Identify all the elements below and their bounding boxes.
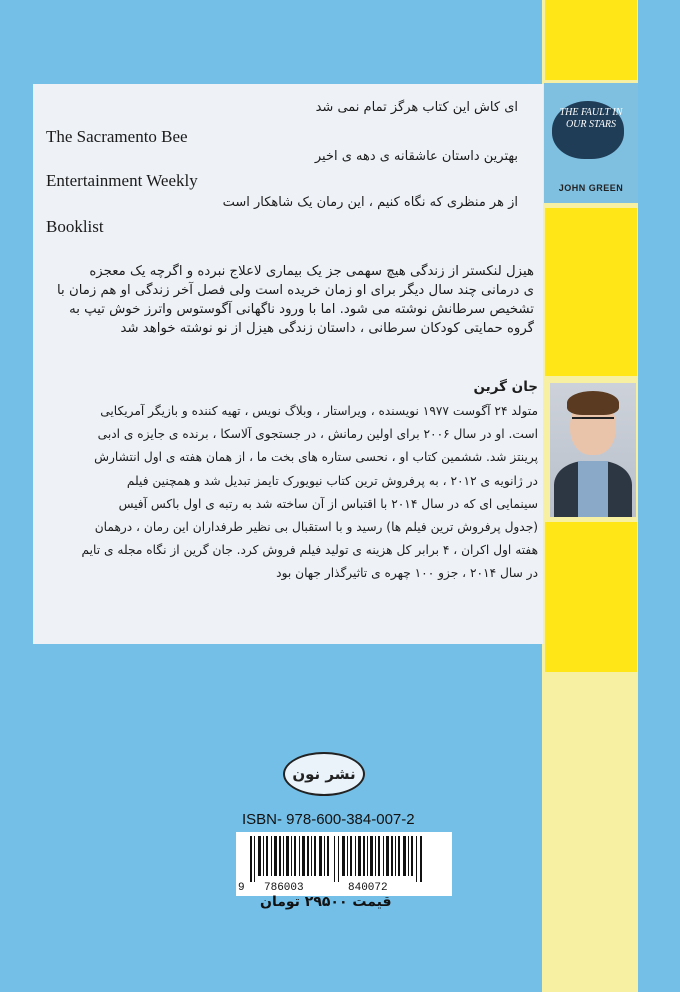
author-photo [550,383,636,517]
praise-source-2: Entertainment Weekly [46,171,198,190]
barcode [236,832,452,896]
praise-quote-1: ای کاش این کتاب هرگز تمام نمی شد [315,100,518,115]
synopsis-line: تشخیص سرطانش نوشته می شود. اما با ورود ناگهانی آگوستوس واترز خوش تیپ به [69,302,534,317]
price-label: قیمت ۲۹۵۰۰ تومان [260,894,392,910]
author-collar [578,461,608,517]
author-bio [40,400,538,586]
author-bio-line: است. او در سال ۲۰۰۶ برای اولین رمانش ، در جستجوی آلاسکا ، برنده ی جایزه ی ادبی [97,427,538,442]
author-hair [567,391,619,415]
synopsis [44,262,534,338]
author-bio-line: هفته اول اکران ، ۴ برابر کل هزینه ی تولید فیلم فروش کرد. جان گرین از نگاه مجله ی تایم [81,543,538,558]
praise-source-1: The Sacramento Bee [46,127,188,146]
publisher-logo-text: نشر نون [292,765,356,783]
author-bio-line: پرینتز شد. ششمین کتاب او ، نحسی ستاره های بخت ما ، از همان هفته ی اول انتشارش [94,450,538,465]
cover-title: THE FAULT IN OUR STARS [559,107,623,130]
spine-stripe-yellow-top [545,0,637,80]
synopsis-line: هیزل لنکستر از زندگی هیچ سهمی جز یک بیماری لاعلاج نبرده و اگرچه یک معجزه [89,264,534,279]
author-bio-line: متولد ۲۴ آگوست ۱۹۷۷ نویسنده ، ویراستار ، وبلاگ نویس ، تهیه کننده و بازیگر آمریکایی [100,404,538,418]
author-bio-line: در سال ۲۰۱۴ ، جزو ۱۰۰ چهره ی تاثیرگذار جهان بود [276,566,538,581]
praise-quote-3: از هر منظری که نگاه کنیم ، این رمان یک شاهکار است [222,195,518,210]
spine-stripe-yellow-middle [545,208,637,376]
author-heading: جان گرین [473,379,538,395]
cover-author: JOHN GREEN [558,183,624,193]
isbn-text: ISBN- 978-600-384-007-2 [242,811,415,828]
barcode-bars-icon [242,836,446,882]
glasses-icon [572,417,614,428]
barcode-right-digits: 840072 [348,882,388,894]
barcode-middle-digits: 786003 [264,882,304,894]
synopsis-line: ی درمانی چند سال دیگر برای او زمان خریده است ولی فصل آخر زندگی او هم زمان با [56,283,534,298]
publisher-logo [283,752,365,796]
synopsis-line: گروه حمایتی کودکان سرطانی ، داستان زندگی هیزل از نو نوشته خواهد شد [120,321,534,336]
spine-stripe-yellow-bottom [545,522,637,672]
author-bio-line: در ژانویه ی ۲۰۱۲ ، به پرفروش ترین کتاب نیویورک تایمز تبدیل شد و همچنین فیلم [126,473,538,488]
praise-source-3: Booklist [46,217,104,236]
praise-quote-2: بهترین داستان عاشقانه ی دهه ی اخیر [314,149,518,164]
barcode-left-digit: 9 [238,882,245,894]
front-cover-thumbnail [544,83,638,203]
author-bio-line: (جدول پرفروش ترین فیلم ها) رسید و با استقبال بی نظیر طرفداران این رمان ، درهمان [94,520,538,535]
author-bio-line: سینمایی ای که در سال ۲۰۱۴ با اقتباس از آن ساخته شد به رتبه ی اول باکس آفیس [118,496,538,511]
